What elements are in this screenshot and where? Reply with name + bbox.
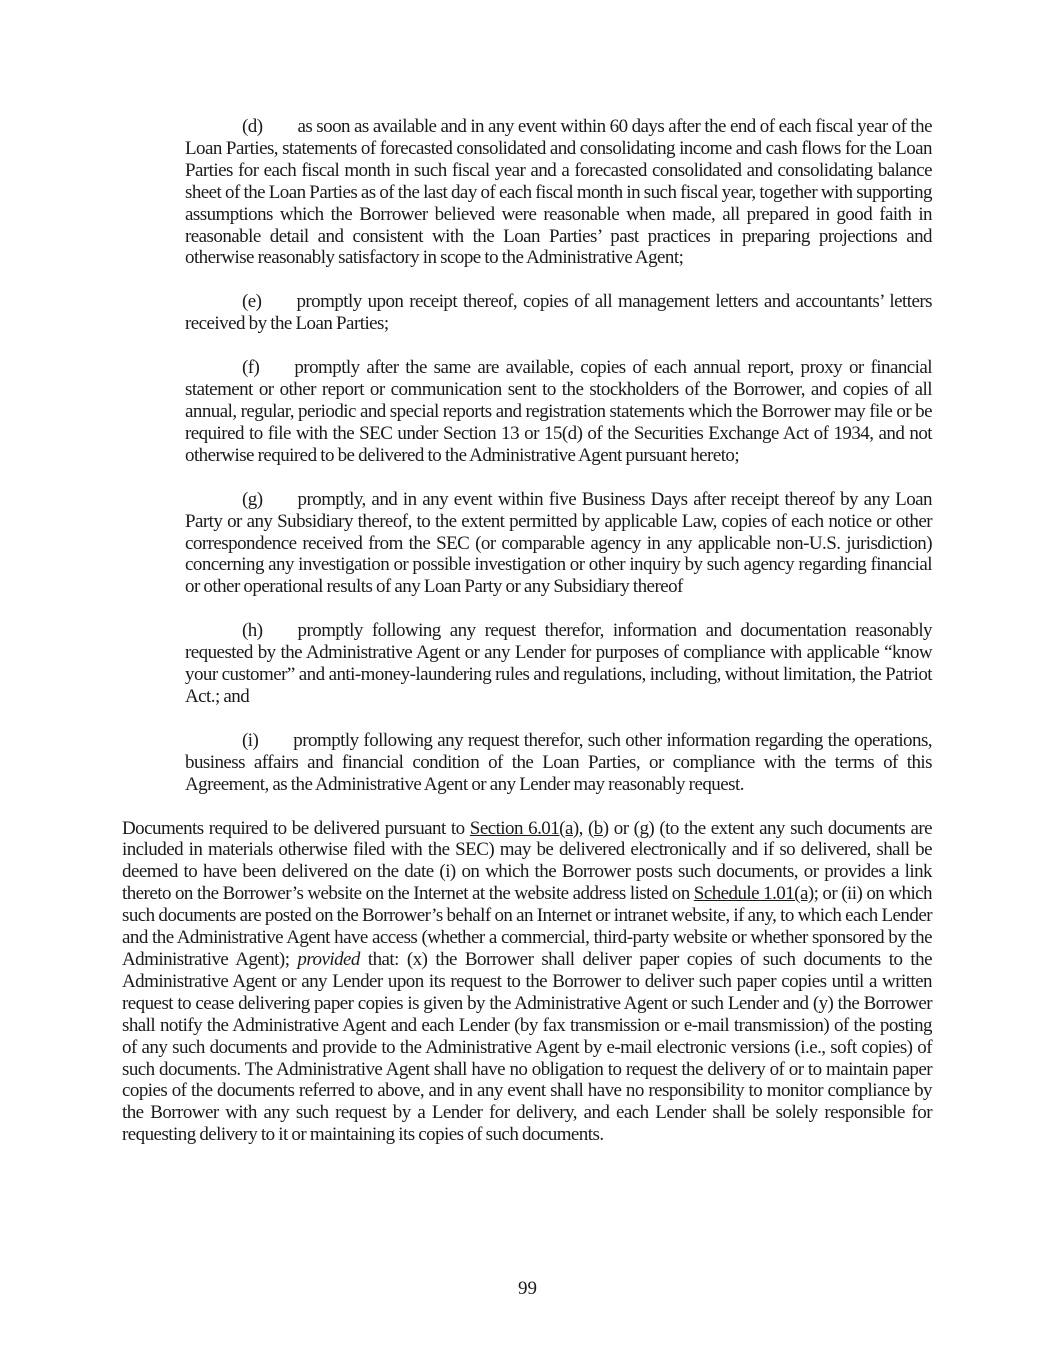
text-run: that: (x) the Borrower shall deliver paper copies of such documents to the Administrative Agent or any Lender upon its request to the Borrower to deliver such paper copies until a written request to cease delivering paper copies is given by the Administrative Agent or such Lender and (y) the Borrower shall notify the Administrative Agent and each Lender (by fax transmission or e-mail transmission) of the posting of any such documents and provide to the Administrative Agent by e-mail electronic versions (i.e., soft copies) of such documents. The Administrative Agent shall have no obligation to request the delivery of or to maintain paper copies of the documents referred to above, and in any event shall have no responsibility to monitor compliance by the Borrower with any such request by a Lender for delivery, and each Lender shall be solely responsible for requesting delivery to it or maintaining its copies of such documents. xyxy=(122,949,932,1146)
subparagraph-text: promptly following any request therefor, such other information regarding the operations, business affairs and financial condition of the Loan Parties, or compliance with the terms of this Agreement, as the Administrative Agent or any Lender may reasonably request. xyxy=(185,729,932,795)
text-run: ; or (ii) on which such documents are posted on the Borrower’s behalf on an Internet or intranet website, if any, to which each Lender and the Administrative Agent have access (whether a commercial, third-party website or whether sponsored by the Administrative Agent); xyxy=(122,883,933,970)
subparagraph-text: as soon as available and in any event within 60 days after the end of each fiscal year of the Loan Parties, statements of forecasted consolidated and consolidating income and cash flows for the Loan Parties for each fiscal month in such fiscal year and a forecasted consolidated and consolidating balance sheet of the Loan Parties as of the last day of each fiscal month in such fiscal year, together with supporting assumptions which the Borrower believed were reasonable when made, all prepared in good faith in reasonable detail and consistent with the Loan Parties’ past practices in preparing projections and otherwise reasonably satisfactory in scope to the Administrative Agent; xyxy=(185,116,932,269)
subparagraph-text: promptly following any request therefor, information and documentation reasonably requested by the Administrative Agent or any Lender for purposes of compliance with applicable “know your customer” and anti-money-laundering rules and regulations, including, without limitation, the Patriot Act.; and xyxy=(185,620,932,707)
cross-reference: Section 6.01(a) xyxy=(469,817,579,839)
subparagraph-h xyxy=(185,620,932,708)
text-run: (to the extent any such documents are included in materials otherwise filed with the SEC) may be delivered electronically and if so delivered, shall be deemed to have been delivered on the date (i) on which the Borrower posts such documents, or provides a link thereto on the Borrower’s website on the Internet at the website address listed on xyxy=(122,817,932,905)
subparagraph-i xyxy=(185,730,932,796)
document-content xyxy=(122,116,932,1146)
subparagraph-text: promptly, and in any event within five Business Days after receipt thereof by any Loan Party or any Subsidiary thereof, to the extent permitted by applicable Law, copies of each notice or other correspondence received from the SEC (or comparable agency in any applicable non-U.S. jurisdiction) concerning any investigation or possible investigation or other inquiry by such agency regarding financial or other operational results of any Loan Party or any Subsidiary thereof xyxy=(185,488,932,598)
cross-reference: Schedule 1.01(a) xyxy=(693,883,814,905)
page-number: 99 xyxy=(518,1278,537,1299)
subparagraph-d xyxy=(185,116,932,269)
closing-paragraph xyxy=(122,818,932,1147)
text-run: Documents required to be delivered pursuant to xyxy=(122,817,470,839)
text-run: , xyxy=(578,817,589,839)
subparagraph-text: promptly upon receipt thereof, copies of all management letters and accountants’ letters received by the Loan Parties; xyxy=(185,291,932,335)
subparagraph-label: (d) xyxy=(242,116,263,137)
subparagraph-e xyxy=(185,291,932,335)
cross-reference: (b) xyxy=(588,817,609,839)
subparagraph-g xyxy=(185,489,932,599)
subparagraph-label: (e) xyxy=(242,291,262,313)
subparagraph-label: (h) xyxy=(242,620,263,642)
subparagraph-label: (f) xyxy=(242,357,260,379)
italic-term: provided xyxy=(297,949,360,970)
subparagraph-label: (g) xyxy=(242,488,263,510)
subparagraph-text: promptly after the same are available, copies of each annual report, proxy or financial statement or other report or communication sent to the stockholders of the Borrower, and copies of all annual, regular, periodic and special reports and registration statements which the Borrower may file or be required to file with the SEC under Section 13 or 15(d) of the Securities Exchange Act of 1934, and not otherwise required to be delivered to the Administrative Agent pursuant hereto; xyxy=(185,357,932,466)
subparagraph-f xyxy=(185,357,932,467)
cross-reference: (g) xyxy=(633,817,655,839)
subparagraph-label: (i) xyxy=(242,729,259,751)
text-run: or xyxy=(608,817,634,839)
